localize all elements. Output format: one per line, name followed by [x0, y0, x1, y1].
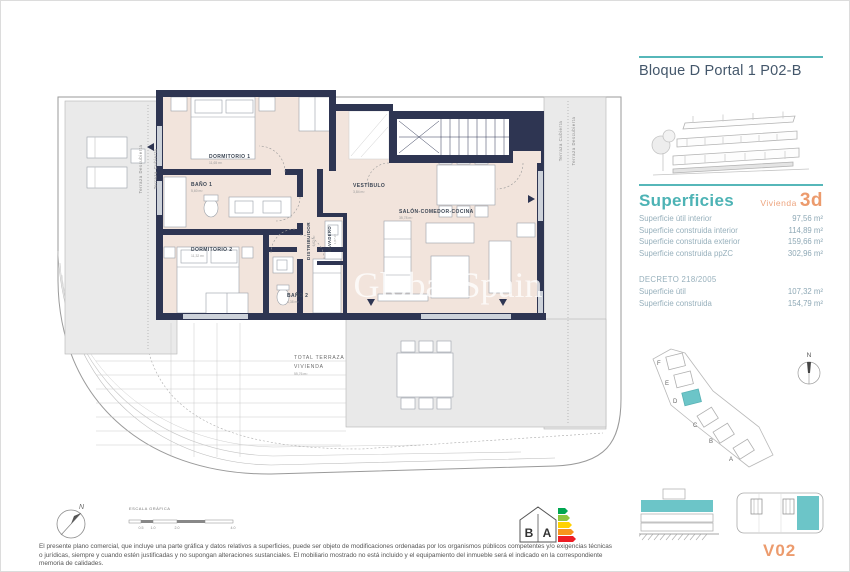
- block-label-b: B: [709, 439, 714, 445]
- bottom-terrace: [346, 319, 606, 427]
- building-illustration: [643, 89, 819, 181]
- vivienda-type: 3d: [799, 190, 823, 211]
- scale-label: ESCALA GRÁFICA: [129, 506, 171, 511]
- site-compass-n: N: [806, 352, 812, 359]
- label-terraza-cubierta-right: Terraza Cubierta: [558, 120, 563, 162]
- superficies-table: [639, 213, 823, 309]
- room-label-distribuidor: DISTRIBUIDOR: [306, 222, 311, 260]
- highlighted-unit: [797, 496, 819, 530]
- room-label-dormitorio-2: DORMITORIO 2: [191, 247, 233, 253]
- label-terraza-descubierta-left: Terraza Descubierta: [138, 144, 143, 194]
- svg-text:4,38 m²: 4,38 m²: [287, 300, 299, 304]
- energy-letter-a: A: [542, 526, 552, 540]
- plan-compass: [57, 504, 85, 538]
- table-row: Superficie construida exterior 159,66 m²: [639, 237, 823, 246]
- energy-rating-icon: [520, 507, 576, 542]
- table-row: Superficie construida ppZC 302,96 m²: [639, 248, 823, 258]
- room-label-bano-2: BAÑO 2: [287, 293, 309, 299]
- table-row: Superficie construida interior 114,89 m²: [639, 225, 823, 235]
- room-label-dormitorio-1: DORMITORIO 1: [209, 154, 251, 160]
- outdoor-dining-table: [397, 341, 453, 409]
- table-row: Superficie útil 107,32 m²: [639, 287, 823, 296]
- site-compass: [798, 352, 820, 384]
- floor-plan-drawing: [1, 1, 631, 572]
- table-row: Superficie útil interior 97,56 m²: [639, 214, 823, 223]
- svg-text:35,78 m²: 35,78 m²: [399, 216, 413, 220]
- under-stair: [349, 111, 389, 159]
- table-row: Superficie construida 154,79 m²: [639, 298, 823, 308]
- highlighted-floor: [641, 500, 713, 512]
- unit-code: V02: [763, 541, 797, 560]
- svg-text:1,87 m²: 1,87 m²: [333, 233, 337, 245]
- room-label-vestibulo: VESTÍBULO: [353, 183, 386, 189]
- floor-key-diagram: [737, 493, 823, 533]
- svg-text:11,32 m²: 11,32 m²: [191, 254, 205, 258]
- superficies-header: [639, 190, 823, 212]
- label-terraza-descubierta-right: Terraza Descubierta: [571, 116, 576, 166]
- section-diagram: [639, 489, 719, 540]
- sidebar: [631, 1, 850, 572]
- divider-superficies: [639, 184, 823, 186]
- scale-bar: [129, 506, 236, 530]
- superficies-heading: Superficies: [639, 191, 734, 210]
- svg-text:55,76 m²: 55,76 m²: [294, 372, 308, 376]
- block-label-c: C: [693, 423, 698, 429]
- svg-text:0.5: 0.5: [138, 526, 144, 530]
- location-diagrams: [639, 487, 829, 547]
- energy-letter-b: B: [524, 526, 534, 540]
- svg-text:3,84 m²: 3,84 m²: [353, 190, 365, 194]
- svg-text:1.0: 1.0: [150, 526, 156, 530]
- block-label-d: D: [673, 399, 678, 405]
- total-terraza-line2: VIVIENDA: [294, 364, 324, 370]
- svg-text:6,62 m²: 6,62 m²: [312, 235, 316, 247]
- block-label-a: A: [729, 457, 734, 463]
- decreto-heading: DECRETO 218/2005: [639, 275, 717, 284]
- divider-top: [639, 56, 823, 58]
- room-label-salon: SALÓN-COMEDOR-COCINA: [399, 209, 474, 215]
- room-label-bano-1: BAÑO 1: [191, 182, 213, 188]
- svg-text:2.0: 2.0: [174, 526, 180, 530]
- total-terraza-line1: TOTAL TERRAZA: [294, 355, 345, 361]
- svg-text:11,65 m²: 11,65 m²: [209, 161, 223, 165]
- compass-n-label: N: [79, 504, 85, 511]
- site-plan-key: [641, 343, 841, 481]
- block-label-e: E: [665, 381, 670, 387]
- disclaimer-text: El presente plano comercial, que incluye una parte gráfica y datos relativos a superficies, puede ser objeto de modificaciones ordenadas por los organismos públicos competentes y/o exigencias técnicas o jurídicas, siempre y cuando estén justificadas y no supongan alteraciones sustanciales. El mobiliario mostrado no está incluido y el equipamiento del inmueble será el indicado en la correspondiente memoria de calidades.: [39, 543, 612, 568]
- room-label-lavadero: LAVADERO: [327, 225, 332, 253]
- svg-text:4.0: 4.0: [230, 526, 236, 530]
- label-terraza-cubierta-left: Terraza Cubierta: [153, 148, 158, 190]
- watermark: Global Spain: [353, 265, 543, 305]
- page-title: Bloque D Portal 1 P02-B: [639, 63, 802, 79]
- block-label-f: F: [657, 361, 661, 367]
- svg-text:5,60 m²: 5,60 m²: [191, 189, 203, 193]
- vivienda-badge: Vivienda 3d: [760, 190, 823, 211]
- highlighted-block-d: [682, 389, 702, 406]
